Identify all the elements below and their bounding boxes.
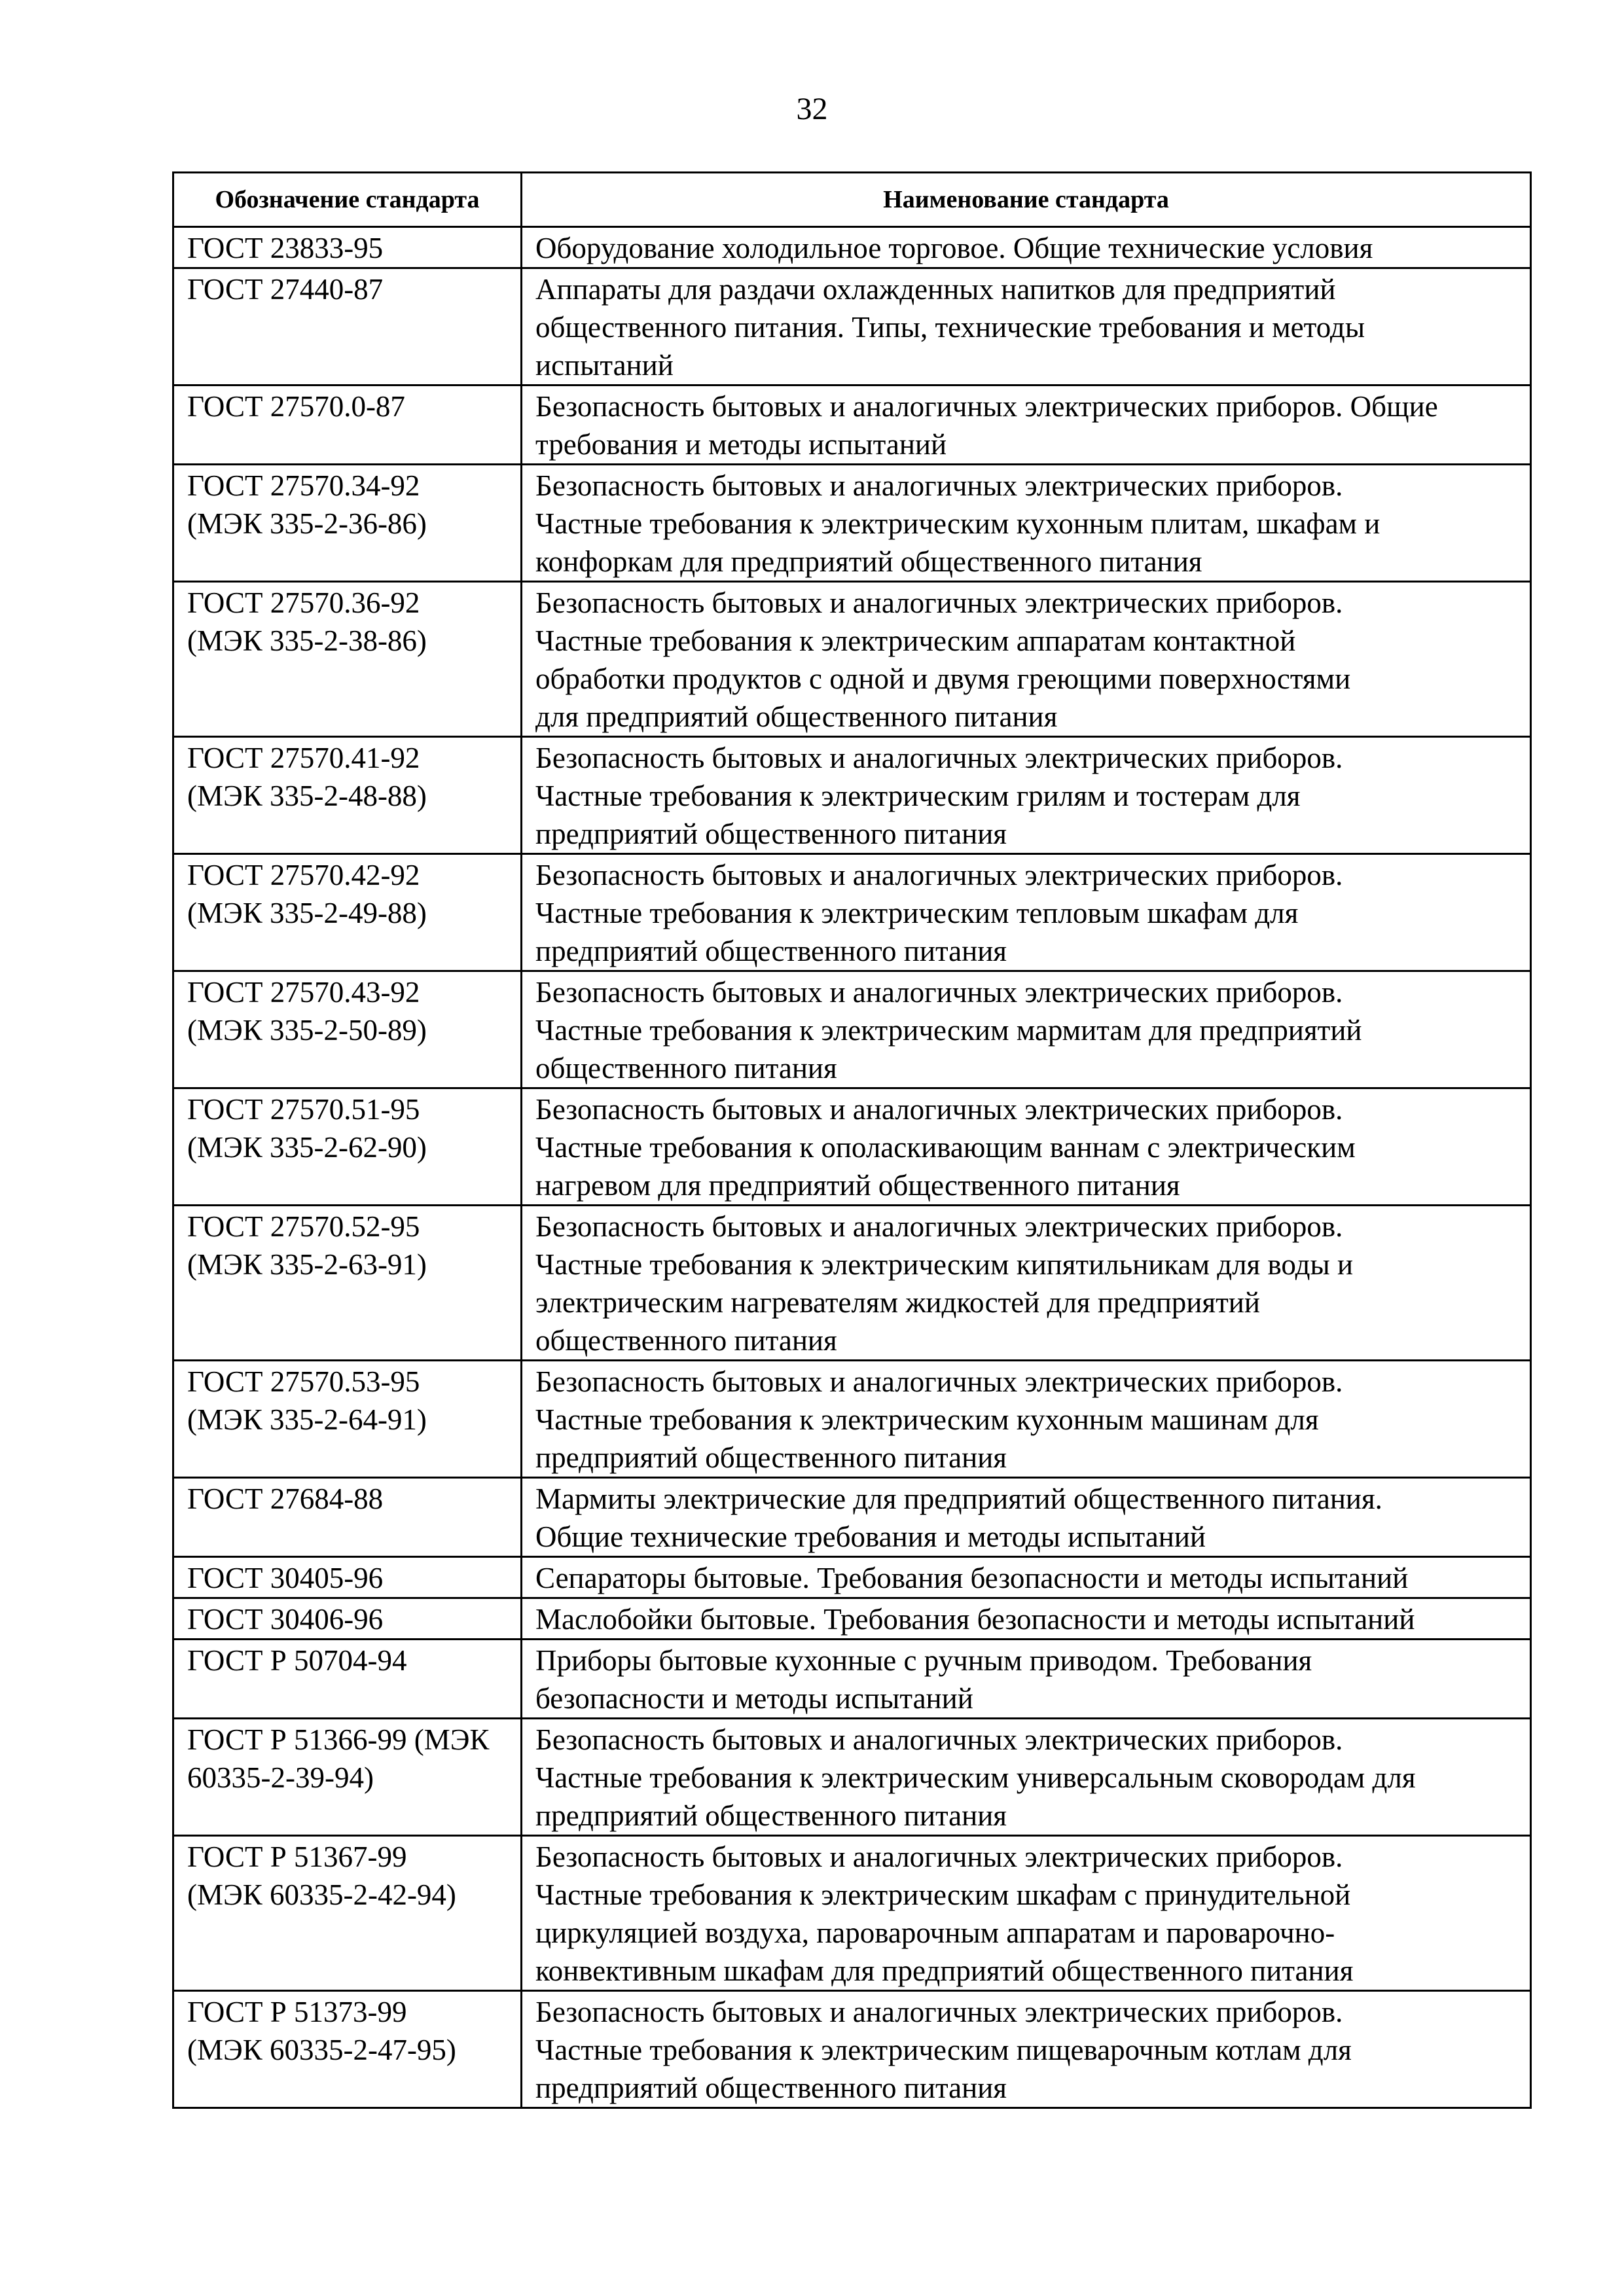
standard-title-cell: Безопасность бытовых и аналогичных электрических приборов. Частные требования к электрическим пищеварочным котлам для предприятий общественного питания — [522, 1991, 1531, 2108]
standards-table — [172, 171, 1532, 2109]
table-row — [173, 737, 1531, 854]
standard-title-cell: Оборудование холодильное торговое. Общие технические условия — [522, 227, 1531, 268]
standard-title-cell: Безопасность бытовых и аналогичных электрических приборов. Частные требования к электрическим тепловым шкафам для предприятий общественного питания — [522, 854, 1531, 971]
table-row — [173, 1598, 1531, 1640]
standard-title-cell: Безопасность бытовых и аналогичных электрических приборов. Частные требования к электрическим грилям и тостерам для предприятий общественного питания — [522, 737, 1531, 854]
table-row — [173, 1719, 1531, 1836]
standard-code-cell: ГОСТ Р 51373-99 (МЭК 60335-2-47-95) — [173, 1991, 522, 2108]
standard-title-cell: Аппараты для раздачи охлажденных напитков для предприятий общественного питания. Типы, технические требования и методы испытаний — [522, 268, 1531, 386]
table-row — [173, 1640, 1531, 1719]
table-row — [173, 1991, 1531, 2108]
table-row — [173, 227, 1531, 268]
table-row — [173, 1557, 1531, 1598]
table-row — [173, 1088, 1531, 1206]
standard-code-cell: ГОСТ 23833-95 — [173, 227, 522, 268]
standard-code-cell: ГОСТ 27570.51-95 (МЭК 335-2-62-90) — [173, 1088, 522, 1206]
standard-code-cell: ГОСТ 27440-87 — [173, 268, 522, 386]
standard-code-cell: ГОСТ 27570.52-95 (МЭК 335-2-63-91) — [173, 1206, 522, 1361]
standard-code-cell: ГОСТ Р 51366-99 (МЭК 60335-2-39-94) — [173, 1719, 522, 1836]
standard-title-cell: Безопасность бытовых и аналогичных электрических приборов. Частные требования к электрическим кухонным плитам, шкафам и конфоркам для предприятий общественного питания — [522, 465, 1531, 582]
standard-title-cell: Приборы бытовые кухонные с ручным приводом. Требования безопасности и методы испытаний — [522, 1640, 1531, 1719]
table-row — [173, 1836, 1531, 1991]
standard-title-cell: Безопасность бытовых и аналогичных электрических приборов. Частные требования к электрическим шкафам с принудительной циркуляцией воздуха, пароварочным аппаратам и пароварочно- конвективным шкафам для предприятий общественного питания — [522, 1836, 1531, 1991]
standard-title-cell: Мармиты электрические для предприятий общественного питания. Общие технические требования и методы испытаний — [522, 1478, 1531, 1557]
standard-code-cell: ГОСТ 27570.43-92 (МЭК 335-2-50-89) — [173, 971, 522, 1088]
table-header-row — [173, 173, 1531, 227]
table-row — [173, 971, 1531, 1088]
standard-title-cell: Безопасность бытовых и аналогичных электрических приборов. Частные требования к электрическим кухонным машинам для предприятий общественного питания — [522, 1361, 1531, 1478]
column-header-code: Обозначение стандарта — [173, 173, 522, 227]
table-row — [173, 1361, 1531, 1478]
standard-code-cell: ГОСТ 27684-88 — [173, 1478, 522, 1557]
standard-title-cell: Безопасность бытовых и аналогичных электрических приборов. Частные требования к электрическим кипятильникам для воды и электрическим нагревателям жидкостей для предприятий общественного питания — [522, 1206, 1531, 1361]
standard-code-cell: ГОСТ 27570.0-87 — [173, 386, 522, 465]
standard-code-cell: ГОСТ 27570.42-92 (МЭК 335-2-49-88) — [173, 854, 522, 971]
standard-title-cell: Безопасность бытовых и аналогичных электрических приборов. Общие требования и методы испытаний — [522, 386, 1531, 465]
table-row — [173, 386, 1531, 465]
standard-code-cell: ГОСТ Р 51367-99 (МЭК 60335-2-42-94) — [173, 1836, 522, 1991]
standard-code-cell: ГОСТ 27570.36-92 (МЭК 335-2-38-86) — [173, 582, 522, 737]
table-row — [173, 1478, 1531, 1557]
table-row — [173, 582, 1531, 737]
standard-title-cell: Безопасность бытовых и аналогичных электрических приборов. Частные требования к электрическим универсальным сковородам для предприятий общественного питания — [522, 1719, 1531, 1836]
standard-title-cell: Безопасность бытовых и аналогичных электрических приборов. Частные требования к электрическим мармитам для предприятий общественного питания — [522, 971, 1531, 1088]
standard-code-cell: ГОСТ Р 50704-94 — [173, 1640, 522, 1719]
table-row — [173, 465, 1531, 582]
standard-code-cell: ГОСТ 30405-96 — [173, 1557, 522, 1598]
column-header-title: Наименование стандарта — [522, 173, 1531, 227]
standard-code-cell: ГОСТ 27570.34-92 (МЭК 335-2-36-86) — [173, 465, 522, 582]
standard-code-cell: ГОСТ 30406-96 — [173, 1598, 522, 1640]
standard-code-cell: ГОСТ 27570.53-95 (МЭК 335-2-64-91) — [173, 1361, 522, 1478]
table-row — [173, 854, 1531, 971]
standard-title-cell: Безопасность бытовых и аналогичных электрических приборов. Частные требования к ополаскивающим ваннам с электрическим нагревом для предприятий общественного питания — [522, 1088, 1531, 1206]
standard-code-cell: ГОСТ 27570.41-92 (МЭК 335-2-48-88) — [173, 737, 522, 854]
standard-title-cell: Сепараторы бытовые. Требования безопасности и методы испытаний — [522, 1557, 1531, 1598]
standard-title-cell: Маслобойки бытовые. Требования безопасности и методы испытаний — [522, 1598, 1531, 1640]
table-row — [173, 268, 1531, 386]
standard-title-cell: Безопасность бытовых и аналогичных электрических приборов. Частные требования к электрическим аппаратам контактной обработки продуктов с одной и двумя греющими поверхностями для предприятий общественного питания — [522, 582, 1531, 737]
table-row — [173, 1206, 1531, 1361]
page-number: 32 — [796, 92, 828, 126]
